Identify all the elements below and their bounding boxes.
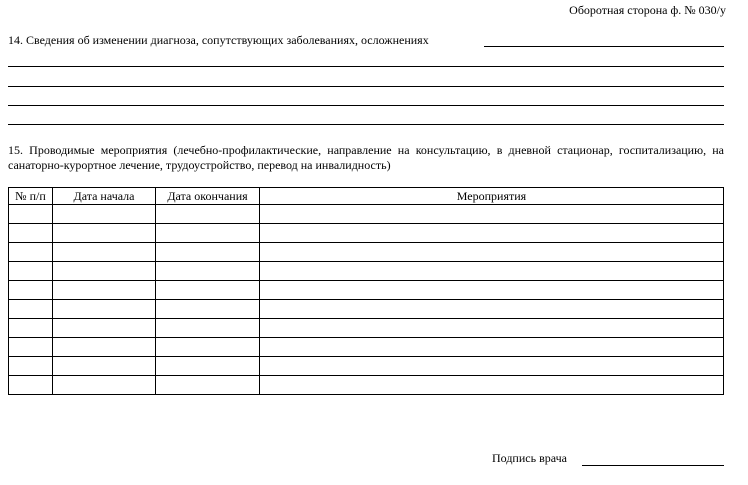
start-date-cell[interactable] bbox=[53, 224, 156, 243]
table-row bbox=[9, 243, 724, 262]
row-number-cell[interactable] bbox=[9, 357, 53, 376]
start-date-cell[interactable] bbox=[53, 319, 156, 338]
end-date-cell[interactable] bbox=[156, 376, 260, 395]
measure-cell[interactable] bbox=[260, 205, 724, 224]
section-14-line[interactable] bbox=[8, 66, 724, 67]
start-date-cell[interactable] bbox=[53, 357, 156, 376]
table-row bbox=[9, 281, 724, 300]
table-row bbox=[9, 205, 724, 224]
end-date-cell[interactable] bbox=[156, 300, 260, 319]
start-date-cell[interactable] bbox=[53, 281, 156, 300]
section-14-line[interactable] bbox=[8, 86, 724, 87]
table-row bbox=[9, 300, 724, 319]
row-number-cell[interactable] bbox=[9, 262, 53, 281]
column-header-number: № п/п bbox=[9, 188, 53, 205]
row-number-cell[interactable] bbox=[9, 224, 53, 243]
start-date-cell[interactable] bbox=[53, 243, 156, 262]
section-15-label: 15. Проводимые мероприятия (лечебно-профилактические, направление на консультацию, в дневной стационар, госпитализацию, на санаторно-курортное лечение, трудоустройство, перевод на инвалидность) bbox=[8, 143, 724, 172]
start-date-cell[interactable] bbox=[53, 205, 156, 224]
table-header-row bbox=[9, 188, 724, 205]
end-date-cell[interactable] bbox=[156, 224, 260, 243]
measure-cell[interactable] bbox=[260, 376, 724, 395]
table-row bbox=[9, 376, 724, 395]
measure-cell[interactable] bbox=[260, 262, 724, 281]
column-header-measures: Мероприятия bbox=[260, 188, 724, 205]
row-number-cell[interactable] bbox=[9, 281, 53, 300]
measure-cell[interactable] bbox=[260, 281, 724, 300]
row-number-cell[interactable] bbox=[9, 338, 53, 357]
row-number-cell[interactable] bbox=[9, 243, 53, 262]
end-date-cell[interactable] bbox=[156, 281, 260, 300]
signature-line[interactable] bbox=[582, 465, 724, 466]
table-row bbox=[9, 357, 724, 376]
measures-table bbox=[8, 187, 724, 395]
measure-cell[interactable] bbox=[260, 300, 724, 319]
measure-cell[interactable] bbox=[260, 338, 724, 357]
table-row bbox=[9, 319, 724, 338]
column-header-end-date: Дата окончания bbox=[156, 188, 260, 205]
start-date-cell[interactable] bbox=[53, 338, 156, 357]
column-header-start-date: Дата начала bbox=[53, 188, 156, 205]
start-date-cell[interactable] bbox=[53, 376, 156, 395]
section-14-input-line[interactable] bbox=[484, 46, 724, 47]
end-date-cell[interactable] bbox=[156, 205, 260, 224]
measure-cell[interactable] bbox=[260, 319, 724, 338]
start-date-cell[interactable] bbox=[53, 262, 156, 281]
measure-cell[interactable] bbox=[260, 243, 724, 262]
measure-cell[interactable] bbox=[260, 357, 724, 376]
row-number-cell[interactable] bbox=[9, 376, 53, 395]
measure-cell[interactable] bbox=[260, 224, 724, 243]
section-14-line[interactable] bbox=[8, 124, 724, 125]
form-reference: Оборотная сторона ф. № 030/у bbox=[569, 3, 726, 17]
section-14-label: 14. Сведения об изменении диагноза, сопутствующих заболеваниях, осложнениях bbox=[8, 33, 429, 47]
end-date-cell[interactable] bbox=[156, 262, 260, 281]
row-number-cell[interactable] bbox=[9, 300, 53, 319]
signature-label: Подпись врача bbox=[492, 451, 567, 465]
end-date-cell[interactable] bbox=[156, 319, 260, 338]
table-row bbox=[9, 224, 724, 243]
end-date-cell[interactable] bbox=[156, 357, 260, 376]
table-row bbox=[9, 338, 724, 357]
end-date-cell[interactable] bbox=[156, 338, 260, 357]
start-date-cell[interactable] bbox=[53, 300, 156, 319]
row-number-cell[interactable] bbox=[9, 319, 53, 338]
table-row bbox=[9, 262, 724, 281]
section-14-line[interactable] bbox=[8, 105, 724, 106]
row-number-cell[interactable] bbox=[9, 205, 53, 224]
end-date-cell[interactable] bbox=[156, 243, 260, 262]
